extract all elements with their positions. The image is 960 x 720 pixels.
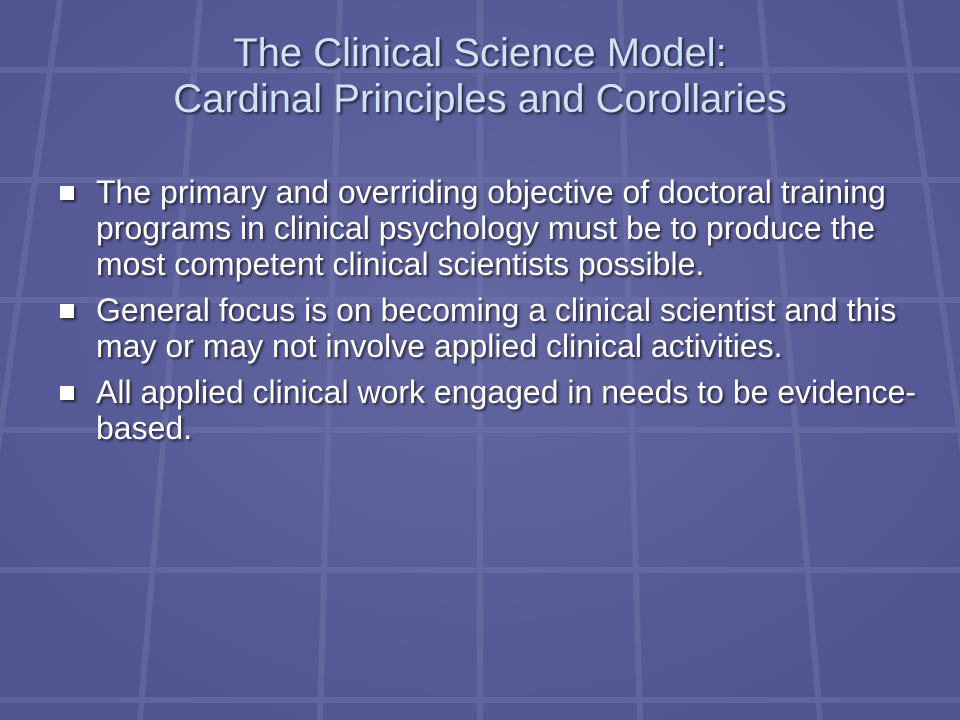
bullet-item [58,292,928,364]
square-bullet-icon [60,304,74,318]
bullet-text: General focus is on becoming a clinical scientist and this may or may not involve applied clinical activities. [96,292,897,364]
bullet-text: The primary and overriding objective of doctoral training programs in clinical psychology must be to produce the most competent clinical scientists possible. [96,174,886,282]
bullet-item [58,374,928,446]
bullet-list [58,174,928,456]
bullet-text: All applied clinical work engaged in needs to be evidence-based. [96,374,917,446]
square-bullet-icon [60,386,74,400]
slide-title-line-2: Cardinal Principles and Corollaries [173,77,787,121]
slide-title-line-1: The Clinical Science Model: [233,31,727,75]
square-bullet-icon [60,186,74,200]
bullet-item [58,174,928,282]
slide-title [40,30,920,122]
